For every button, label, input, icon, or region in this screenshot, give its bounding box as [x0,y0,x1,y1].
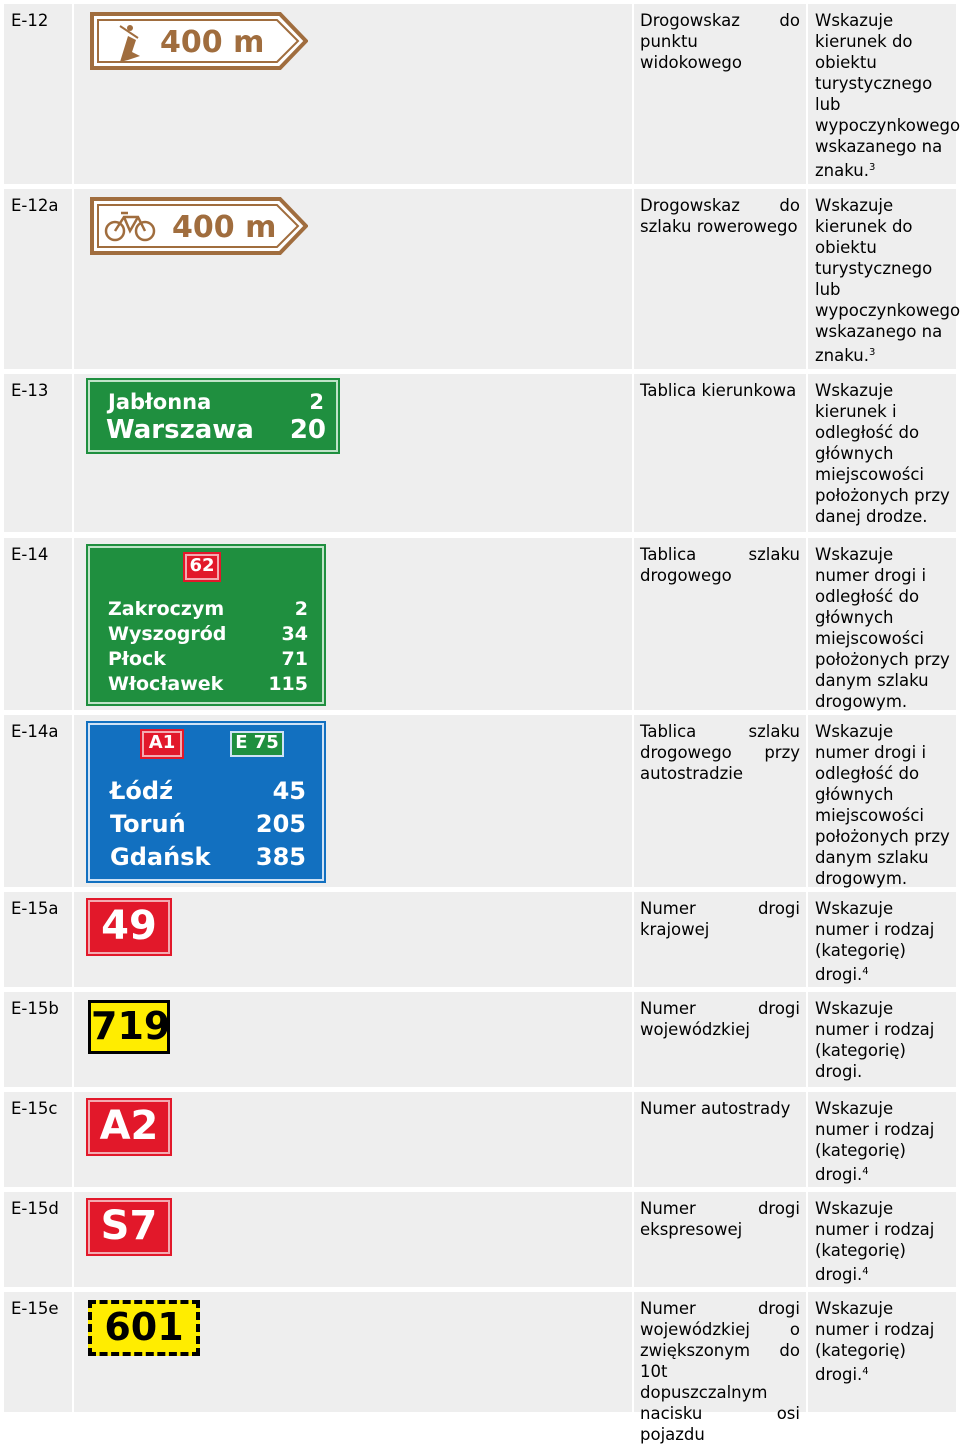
sign-description: Wskazuje numer i rodzaj (kategorię) drogi.$^4$ [808,1192,956,1287]
european-route-plate: E 75 [230,731,284,757]
place-distance: 205 [255,810,306,838]
sign-name: Numer drogi wojewódzkiej [634,992,806,1087]
sign-code: E-15c [4,1092,72,1187]
place-distance: 71 [281,648,308,670]
sign-image-cell [74,189,632,369]
sign-code: E-15b [4,992,72,1087]
place-name: Wyszogród [108,623,227,645]
sign-image-cell [74,538,632,710]
table-row [4,374,956,532]
footnote-ref: 4 [862,1366,869,1377]
sign-distance: 400 m [160,25,265,60]
footnote-ref: 4 [862,1266,869,1277]
bicycle-direction-sign [90,197,308,255]
table-row [4,1092,956,1187]
sign-image-cell [74,992,632,1087]
place-name: Zakroczym [108,598,225,620]
sign-image-cell [74,374,632,532]
sign-code: E-13 [4,374,72,532]
sign-description: Wskazuje numer i rodzaj (kategorię) drogi. [808,992,956,1087]
table-row [4,189,960,369]
sign-name: Tablica szlaku drogowego przy autostradzie [634,715,806,887]
table-row [4,538,956,710]
place-distance: 45 [272,777,306,805]
place-name: Toruń [110,810,186,838]
table-row [4,1292,956,1444]
place-distance: 2 [309,390,324,414]
heavy-axle-road-number-plate: 601 [88,1300,200,1356]
table-row [4,715,956,887]
sign-name: Numer drogi ekspresowej [634,1192,806,1287]
sign-name: Drogowskaz do szlaku rowerowego [634,189,806,369]
table-row [4,892,956,987]
sign-description: Wskazuje kierunek do obiektu turystycznego lub wypoczynkowego wskazanego na znaku.$^3$ [808,4,956,184]
footnote-ref: 3 [868,347,876,358]
sign-description: Wskazuje numer i rodzaj (kategorię) drogi.$^4$ [808,1292,956,1412]
sign-description: Wskazuje kierunek do obiektu turystycznego lub wypoczynkowego wskazanego na znaku.$^3$ [808,189,956,369]
sign-description: Wskazuje numer i rodzaj (kategorię) drogi.$^4$ [808,1092,956,1187]
sign-code: E-15a [4,892,72,987]
sign-image-cell [74,1292,632,1412]
sign-image-cell [74,715,632,887]
sign-description: Wskazuje numer drogi i odległość do głównych miejscowości położonych przy danym szlaku drogowym. [808,538,956,710]
place-distance: 115 [268,673,308,695]
direction-table-sign [88,380,338,452]
place-name: Jabłonna [108,390,212,414]
sign-code: E-15e [4,1292,72,1412]
national-road-number-plate: 49 [88,900,170,954]
place-name: Gdańsk [110,843,211,871]
sign-name: Numer drogi wojewódzkiej o zwiększonym do 10t dopuszczalnym nacisku osi pojazdu [634,1292,806,1412]
motorway-number-plate: A2 [88,1100,170,1154]
place-name: Łódź [110,777,174,805]
sign-name: Numer autostrady [634,1092,806,1187]
sign-name: Drogowskaz do punktu widokowego [634,4,806,184]
place-distance: 2 [294,598,308,620]
place-name: Warszawa [106,415,254,445]
sign-image-cell [74,892,632,987]
place-distance: 34 [281,623,308,645]
footnote-ref: 4 [862,1166,869,1177]
viewpoint-direction-sign [90,12,308,70]
sign-image-cell [74,1092,632,1187]
sign-description: Wskazuje kierunek i odległość do głównych miejscowości położonych przy danej drodze. [808,374,956,532]
sign-code: E-12a [4,189,72,369]
sign-name: Tablica kierunkowa [634,374,806,532]
place-distance: 20 [289,415,326,445]
expressway-number-plate: S7 [88,1200,170,1254]
sign-description: Wskazuje numer drogi i odległość do głównych miejscowości położonych przy danym szlaku drogowym. [808,715,956,887]
table-row [4,1192,956,1287]
sign-image-cell [74,1192,632,1287]
table-row [4,992,956,1087]
place-name: Płock [108,648,166,670]
sign-name: Numer drogi krajowej [634,892,806,987]
sign-code: E-14 [4,538,72,710]
place-name: Włocławek [108,673,224,695]
sign-code: E-15d [4,1192,72,1287]
sign-code: E-14a [4,715,72,887]
footnote-ref: 3 [868,162,876,173]
sign-code: E-12 [4,4,72,184]
road-route-table-sign [88,546,324,704]
motorway-route-table-sign [88,723,324,881]
footnote-ref: 4 [862,966,869,977]
place-distance: 385 [255,843,306,871]
road-number-plate: 62 [185,554,219,580]
sign-distance: 400 m [172,210,277,245]
sign-image-cell [74,4,632,184]
sign-name: Tablica szlaku drogowego [634,538,806,710]
voivodeship-road-number-plate: 719 [88,1000,170,1054]
motorway-number-plate: A1 [142,731,182,757]
sign-description: Wskazuje numer i rodzaj (kategorię) drogi.$^4$ [808,892,956,987]
table-row [4,4,960,184]
